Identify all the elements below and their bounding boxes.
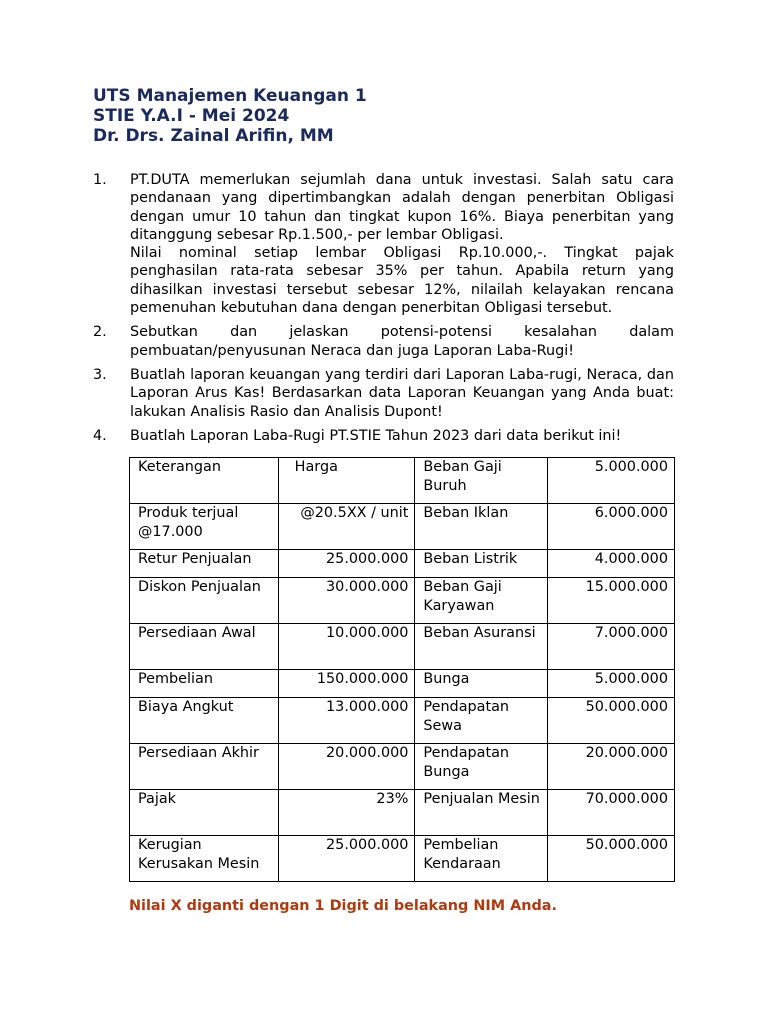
table-cell: 5.000.000 <box>548 458 675 504</box>
question-paragraph: PT.DUTA memerlukan sejumlah dana untuk investasi. Salah satu cara pendanaan yang dipertimbangkan adalah dengan penerbitan Obligasi dengan umur 10 tahun dan tingkat kupon 16%. Biaya penerbitan yang ditanggung sebesar Rp.1.500,- per lembar Obligasi. <box>130 172 674 243</box>
table-cell: Beban Iklan <box>415 504 548 550</box>
table-row <box>130 624 675 670</box>
table-cell: 20.000.000 <box>548 744 675 790</box>
table-cell: Pendapatan Bunga <box>415 744 548 790</box>
institution-date: STIE Y.A.I - Mei 2024 <box>93 106 290 126</box>
table-cell: Pembelian Kendaraan <box>415 836 548 882</box>
table-cell: Persediaan Akhir <box>130 744 279 790</box>
table-cell: 6.000.000 <box>548 504 675 550</box>
table-cell: Beban Listrik <box>415 550 548 578</box>
table-cell: Penjualan Mesin <box>415 790 548 836</box>
table-cell: Beban Gaji Karyawan <box>415 578 548 624</box>
table-cell: 25.000.000 <box>278 550 415 578</box>
question-paragraph: Buatlah laporan keuangan yang terdiri dari Laporan Laba-rugi, Neraca, dan Laporan Arus Kas! Berdasarkan data Laporan Keuangan yang Anda buat: lakukan Analisis Rasio dan Analisis Dupont! <box>130 366 674 420</box>
table-cell: 25.000.000 <box>278 836 415 882</box>
question-paragraph: Sebutkan dan jelaskan potensi-potensi kesalahan dalam pembuatan/penyusunan Neraca dan juga Laporan Laba-Rugi! <box>130 324 674 359</box>
lecturer-name: Dr. Drs. Zainal Arifin, MM <box>93 126 334 146</box>
question-item <box>93 427 674 445</box>
question-paragraph: Buatlah Laporan Laba-Rugi PT.STIE Tahun 2023 dari data berikut ini! <box>130 427 622 444</box>
instruction-note: Nilai X diganti dengan 1 Digit di belakang NIM Anda. <box>129 898 557 914</box>
table-row <box>130 698 675 744</box>
table-cell: 4.000.000 <box>548 550 675 578</box>
table-row <box>130 744 675 790</box>
table-cell: Beban Gaji Buruh <box>415 458 548 504</box>
table-cell: 70.000.000 <box>548 790 675 836</box>
table-cell: Keterangan <box>130 458 279 504</box>
table-row <box>130 670 675 698</box>
table-cell: 5.000.000 <box>548 670 675 698</box>
question-number: 1. <box>93 172 107 188</box>
question-item <box>93 366 674 421</box>
table-cell: Pembelian <box>130 670 279 698</box>
table-row <box>130 578 675 624</box>
table-cell: 50.000.000 <box>548 836 675 882</box>
table-cell: @20.5XX / unit <box>278 504 415 550</box>
table-cell: 23% <box>278 790 415 836</box>
table-cell: Pajak <box>130 790 279 836</box>
question-number: 3. <box>93 366 107 383</box>
exam-header <box>93 86 367 146</box>
table-cell: 150.000.000 <box>278 670 415 698</box>
table-cell: 13.000.000 <box>278 698 415 744</box>
table-header-row <box>130 458 675 504</box>
table-cell: 20.000.000 <box>278 744 415 790</box>
table-cell: Produk terjual @17.000 <box>130 504 279 550</box>
table-cell: Harga <box>278 458 415 504</box>
table-cell: Persediaan Awal <box>130 624 279 670</box>
table-cell: Diskon Penjualan <box>130 578 279 624</box>
table-cell: 15.000.000 <box>548 578 675 624</box>
question-number: 4. <box>93 427 107 444</box>
table-row <box>130 790 675 836</box>
course-title: UTS Manajemen Keuangan 1 <box>93 86 367 106</box>
question-paragraph: Nilai nominal setiap lembar Obligasi Rp.10.000,-. Tingkat pajak penghasilan rata-rata sebesar 35% per tahun. Apabila return yang dihasilkan investasi tersebut sebesar 12%, nilailah kelayakan rencana pemenuhan kebutuhan dana dengan penerbitan Obligasi tersebut. <box>130 245 674 317</box>
table-cell: Beban Asuransi <box>415 624 548 670</box>
table-cell: Kerugian Kerusakan Mesin <box>130 836 279 882</box>
table-cell: 30.000.000 <box>278 578 415 624</box>
table-cell: Pendapatan Sewa <box>415 698 548 744</box>
question-number: 2. <box>93 324 107 341</box>
table-cell: 7.000.000 <box>548 624 675 670</box>
question-list <box>93 171 674 451</box>
table-cell: Biaya Angkut <box>130 698 279 744</box>
question-item <box>93 171 674 317</box>
table-cell: 10.000.000 <box>278 624 415 670</box>
question-item <box>93 323 674 360</box>
table-cell: Retur Penjualan <box>130 550 279 578</box>
table-row <box>130 504 675 550</box>
table-cell: 50.000.000 <box>548 698 675 744</box>
table-cell: Bunga <box>415 670 548 698</box>
financial-data-table <box>129 457 675 882</box>
table-row <box>130 836 675 882</box>
table-row <box>130 550 675 578</box>
